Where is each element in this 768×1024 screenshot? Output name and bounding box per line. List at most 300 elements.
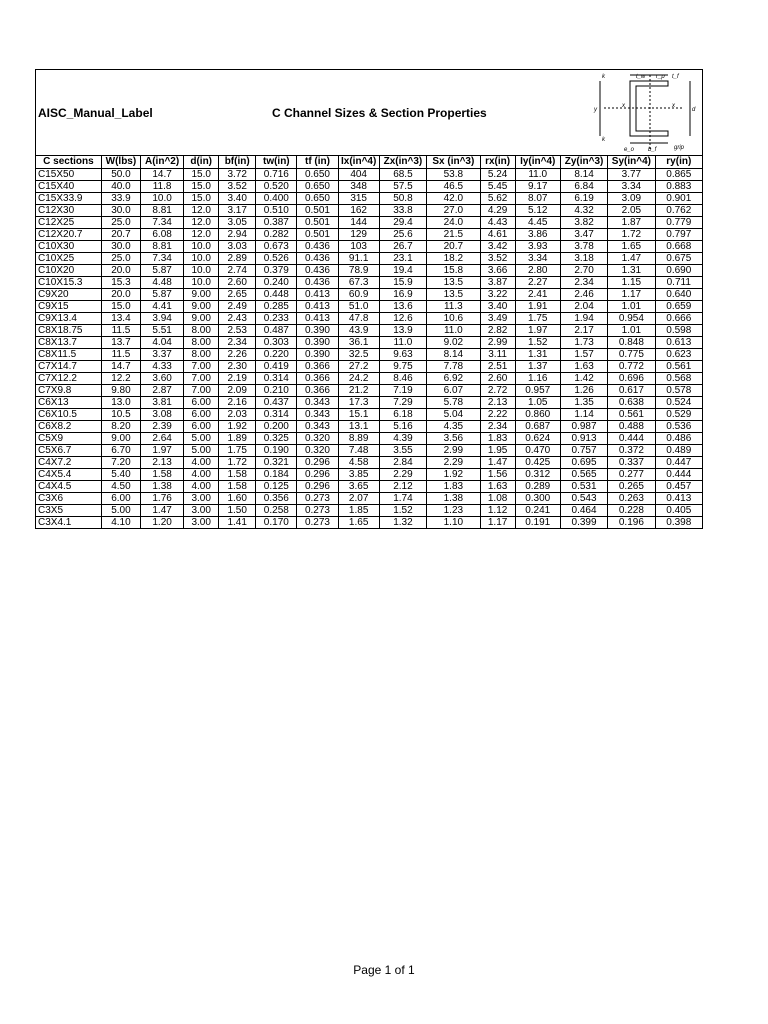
table-cell: 0.289: [515, 481, 560, 493]
table-cell: 0.470: [515, 445, 560, 457]
table-cell: 2.30: [219, 361, 256, 373]
table-cell: 5.16: [379, 421, 426, 433]
table-cell: 11.0: [515, 169, 560, 181]
table-cell: 3.66: [480, 265, 515, 277]
table-cell: 6.70: [101, 445, 140, 457]
table-cell: 4.00: [184, 481, 219, 493]
table-cell: 57.5: [379, 181, 426, 193]
section-name-cell: C8X13.7: [36, 337, 102, 349]
table-cell: 0.273: [297, 505, 338, 517]
column-header: Zy(in^3): [560, 156, 607, 169]
section-name-cell: C3X4.1: [36, 517, 102, 529]
table-cell: 7.29: [379, 397, 426, 409]
column-header: rx(in): [480, 156, 515, 169]
table-cell: 8.00: [184, 325, 219, 337]
table-cell: 0.240: [256, 277, 297, 289]
table-cell: 404: [338, 169, 379, 181]
table-cell: 1.50: [219, 505, 256, 517]
table-cell: 50.0: [101, 169, 140, 181]
table-cell: 0.296: [297, 481, 338, 493]
table-cell: 3.05: [219, 217, 256, 229]
table-cell: 8.14: [427, 349, 481, 361]
table-cell: 0.241: [515, 505, 560, 517]
table-cell: 1.05: [515, 397, 560, 409]
table-cell: 15.0: [184, 181, 219, 193]
table-cell: 4.58: [338, 457, 379, 469]
table-cell: 3.34: [608, 181, 655, 193]
table-cell: 50.8: [379, 193, 426, 205]
table-cell: 2.82: [480, 325, 515, 337]
section-name-cell: C10X15.3: [36, 277, 102, 289]
table-cell: 0.848: [608, 337, 655, 349]
table-cell: 0.343: [297, 409, 338, 421]
table-cell: 1.85: [338, 505, 379, 517]
table-cell: 4.04: [140, 337, 183, 349]
table-cell: 2.41: [515, 289, 560, 301]
table-cell: 15.0: [101, 301, 140, 313]
table-cell: 0.690: [655, 265, 702, 277]
table-cell: 1.38: [140, 481, 183, 493]
table-cell: 13.5: [427, 277, 481, 289]
table-cell: 11.5: [101, 325, 140, 337]
column-header: Iy(in^4): [515, 156, 560, 169]
section-name-cell: C9X13.4: [36, 313, 102, 325]
table-cell: 8.81: [140, 241, 183, 253]
section-name-cell: C15X33.9: [36, 193, 102, 205]
table-cell: 5.00: [184, 433, 219, 445]
table-cell: 0.444: [655, 469, 702, 481]
table-cell: 30.0: [101, 205, 140, 217]
table-cell: 0.447: [655, 457, 702, 469]
table-cell: 8.81: [140, 205, 183, 217]
table-cell: 3.87: [480, 277, 515, 289]
table-cell: 0.757: [560, 445, 607, 457]
table-cell: 4.35: [427, 421, 481, 433]
table-cell: 0.390: [297, 349, 338, 361]
table-cell: 5.87: [140, 265, 183, 277]
column-header: W(lbs): [101, 156, 140, 169]
table-cell: 0.314: [256, 409, 297, 421]
table-cell: 29.4: [379, 217, 426, 229]
table-cell: 2.13: [480, 397, 515, 409]
section-name-cell: C9X20: [36, 289, 102, 301]
table-cell: 1.56: [480, 469, 515, 481]
table-cell: 2.29: [379, 469, 426, 481]
table-cell: 0.510: [256, 205, 297, 217]
table-cell: 6.07: [427, 385, 481, 397]
table-cell: 8.46: [379, 373, 426, 385]
table-cell: 0.501: [297, 217, 338, 229]
table-cell: 3.40: [480, 301, 515, 313]
column-header: ry(in): [655, 156, 702, 169]
table-row: [36, 385, 703, 397]
table-cell: 0.337: [608, 457, 655, 469]
table-cell: 0.320: [297, 433, 338, 445]
table-cell: 0.666: [655, 313, 702, 325]
table-cell: 0.650: [297, 181, 338, 193]
table-cell: 0.321: [256, 457, 297, 469]
table-cell: 18.2: [427, 253, 481, 265]
table-cell: 1.92: [427, 469, 481, 481]
table-cell: 12.0: [184, 217, 219, 229]
table-row: [36, 505, 703, 517]
table-cell: 144: [338, 217, 379, 229]
table-cell: 1.83: [427, 481, 481, 493]
table-cell: 7.34: [140, 253, 183, 265]
table-cell: 0.561: [608, 409, 655, 421]
section-name-cell: C8X18.75: [36, 325, 102, 337]
table-cell: 129: [338, 229, 379, 241]
table-cell: 1.01: [608, 301, 655, 313]
table-cell: 0.343: [297, 421, 338, 433]
table-cell: 0.210: [256, 385, 297, 397]
table-cell: 0.883: [655, 181, 702, 193]
table-cell: 0.196: [608, 517, 655, 529]
table-cell: 0.598: [655, 325, 702, 337]
table-cell: 0.379: [256, 265, 297, 277]
table-cell: 0.568: [655, 373, 702, 385]
table-cell: 0.125: [256, 481, 297, 493]
table-cell: 0.762: [655, 205, 702, 217]
table-cell: 4.32: [560, 205, 607, 217]
table-cell: 3.40: [219, 193, 256, 205]
table-cell: 1.75: [515, 313, 560, 325]
section-name-cell: C10X20: [36, 265, 102, 277]
table-cell: 25.0: [101, 217, 140, 229]
section-name-cell: C3X5: [36, 505, 102, 517]
table-cell: 20.7: [427, 241, 481, 253]
table-cell: 4.43: [480, 217, 515, 229]
table-cell: 20.0: [101, 265, 140, 277]
table-cell: 3.65: [338, 481, 379, 493]
table-cell: 0.390: [297, 325, 338, 337]
table-cell: 0.220: [256, 349, 297, 361]
table-cell: 3.52: [219, 181, 256, 193]
table-cell: 0.444: [608, 433, 655, 445]
table-cell: 0.673: [256, 241, 297, 253]
table-cell: 2.09: [219, 385, 256, 397]
table-cell: 2.49: [219, 301, 256, 313]
table-cell: 10.0: [184, 277, 219, 289]
table-cell: 0.624: [515, 433, 560, 445]
table-cell: 1.97: [140, 445, 183, 457]
table-cell: 0.425: [515, 457, 560, 469]
table-cell: 0.170: [256, 517, 297, 529]
table-row: [36, 397, 703, 409]
diagram-label-d: d: [692, 107, 696, 113]
table-cell: 0.526: [256, 253, 297, 265]
table-cell: 1.73: [560, 337, 607, 349]
table-cell: 3.11: [480, 349, 515, 361]
table-cell: 3.86: [515, 229, 560, 241]
table-cell: 1.89: [219, 433, 256, 445]
table-cell: 15.8: [427, 265, 481, 277]
section-name-cell: C10X30: [36, 241, 102, 253]
table-cell: 0.954: [608, 313, 655, 325]
table-cell: 1.63: [480, 481, 515, 493]
table-cell: 9.00: [101, 433, 140, 445]
spreadsheet: [35, 69, 703, 529]
diagram-label-eo: e_o: [624, 147, 635, 153]
table-row: [36, 301, 703, 313]
table-cell: 0.543: [560, 493, 607, 505]
table-cell: 4.61: [480, 229, 515, 241]
diagram-label-tf: t_f: [672, 74, 679, 80]
table-row: [36, 205, 703, 217]
table-cell: 0.860: [515, 409, 560, 421]
table-cell: 24.0: [427, 217, 481, 229]
table-cell: 0.617: [608, 385, 655, 397]
section-name-cell: C5X6.7: [36, 445, 102, 457]
table-cell: 2.51: [480, 361, 515, 373]
table-cell: 5.04: [427, 409, 481, 421]
table-cell: 2.99: [480, 337, 515, 349]
table-cell: 348: [338, 181, 379, 193]
table-row: [36, 493, 703, 505]
table-row: [36, 445, 703, 457]
table-cell: 0.273: [297, 517, 338, 529]
table-cell: 9.80: [101, 385, 140, 397]
table-cell: 3.00: [184, 493, 219, 505]
table-cell: 3.22: [480, 289, 515, 301]
table-cell: 9.63: [379, 349, 426, 361]
section-name-cell: C7X12.2: [36, 373, 102, 385]
section-name-cell: C4X4.5: [36, 481, 102, 493]
table-cell: 3.09: [608, 193, 655, 205]
table-row: [36, 277, 703, 289]
section-name-cell: C9X15: [36, 301, 102, 313]
table-row: [36, 193, 703, 205]
table-cell: 2.84: [379, 457, 426, 469]
table-cell: 6.19: [560, 193, 607, 205]
table-cell: 3.55: [379, 445, 426, 457]
table-cell: 0.320: [297, 445, 338, 457]
table-cell: 2.43: [219, 313, 256, 325]
table-cell: 1.26: [560, 385, 607, 397]
table-cell: 78.9: [338, 265, 379, 277]
table-row: [36, 409, 703, 421]
table-cell: 1.63: [560, 361, 607, 373]
table-cell: 4.45: [515, 217, 560, 229]
section-name-cell: C12X20.7: [36, 229, 102, 241]
table-cell: 5.00: [184, 445, 219, 457]
table-cell: 24.2: [338, 373, 379, 385]
table-cell: 0.263: [608, 493, 655, 505]
table-cell: 0.200: [256, 421, 297, 433]
table-cell: 1.83: [480, 433, 515, 445]
table-cell: 7.34: [140, 217, 183, 229]
table-cell: 0.285: [256, 301, 297, 313]
section-name-cell: C6X8.2: [36, 421, 102, 433]
table-cell: 11.0: [379, 337, 426, 349]
table-cell: 3.49: [480, 313, 515, 325]
table-body: [36, 169, 703, 529]
table-row: [36, 253, 703, 265]
table-cell: 8.00: [184, 337, 219, 349]
table-cell: 0.273: [297, 493, 338, 505]
table-cell: 9.17: [515, 181, 560, 193]
table-cell: 3.18: [560, 253, 607, 265]
table-cell: 4.29: [480, 205, 515, 217]
table-cell: 5.62: [480, 193, 515, 205]
table-cell: 2.99: [427, 445, 481, 457]
table-cell: 13.1: [338, 421, 379, 433]
table-row: [36, 217, 703, 229]
column-header: tf (in): [297, 156, 338, 169]
table-cell: 0.436: [297, 241, 338, 253]
table-cell: 0.957: [515, 385, 560, 397]
table-cell: 2.29: [427, 457, 481, 469]
table-cell: 3.52: [480, 253, 515, 265]
table-cell: 0.390: [297, 337, 338, 349]
column-header: bf(in): [219, 156, 256, 169]
table-cell: 6.00: [184, 397, 219, 409]
table-cell: 7.48: [338, 445, 379, 457]
table-cell: 9.75: [379, 361, 426, 373]
table-cell: 1.58: [219, 481, 256, 493]
table-cell: 6.84: [560, 181, 607, 193]
table-cell: 1.52: [379, 505, 426, 517]
table-cell: 3.37: [140, 349, 183, 361]
table-cell: 2.64: [140, 433, 183, 445]
section-name-cell: C7X14.7: [36, 361, 102, 373]
table-cell: 6.92: [427, 373, 481, 385]
table-cell: 2.60: [219, 277, 256, 289]
page-title: C Channel Sizes & Section Properties: [272, 106, 487, 120]
table-cell: 1.41: [219, 517, 256, 529]
table-cell: 21.2: [338, 385, 379, 397]
table-cell: 0.501: [297, 205, 338, 217]
table-cell: 1.95: [480, 445, 515, 457]
table-cell: 8.00: [184, 349, 219, 361]
table-cell: 25.0: [101, 253, 140, 265]
table-cell: 2.22: [480, 409, 515, 421]
table-cell: 30.0: [101, 241, 140, 253]
table-cell: 0.258: [256, 505, 297, 517]
manual-label: AISC_Manual_Label: [38, 106, 153, 120]
diagram-label-k-bottom: k: [602, 137, 605, 143]
table-cell: 0.488: [608, 421, 655, 433]
table-cell: 0.531: [560, 481, 607, 493]
table-cell: 2.34: [560, 277, 607, 289]
table-cell: 1.17: [480, 517, 515, 529]
table-cell: 0.437: [256, 397, 297, 409]
table-cell: 1.47: [480, 457, 515, 469]
table-cell: 11.3: [427, 301, 481, 313]
table-cell: 0.413: [297, 301, 338, 313]
section-name-cell: C7X9.8: [36, 385, 102, 397]
table-cell: 4.48: [140, 277, 183, 289]
table-cell: 0.675: [655, 253, 702, 265]
table-cell: 0.398: [655, 517, 702, 529]
channel-section-diagram: [564, 71, 700, 155]
table-cell: 1.32: [379, 517, 426, 529]
table-cell: 15.0: [184, 169, 219, 181]
table-cell: 0.413: [297, 289, 338, 301]
table-cell: 0.716: [256, 169, 297, 181]
table-cell: 0.282: [256, 229, 297, 241]
table-cell: 0.711: [655, 277, 702, 289]
table-cell: 67.3: [338, 277, 379, 289]
table-cell: 3.34: [515, 253, 560, 265]
sheet-header: [35, 69, 703, 155]
table-cell: 0.865: [655, 169, 702, 181]
table-cell: 6.00: [101, 493, 140, 505]
table-cell: 1.65: [338, 517, 379, 529]
table-cell: 7.00: [184, 385, 219, 397]
table-cell: 23.1: [379, 253, 426, 265]
table-cell: 2.13: [140, 457, 183, 469]
table-cell: 5.45: [480, 181, 515, 193]
table-cell: 0.659: [655, 301, 702, 313]
table-cell: 0.413: [297, 313, 338, 325]
table-cell: 8.20: [101, 421, 140, 433]
section-name-cell: C6X10.5: [36, 409, 102, 421]
table-cell: 60.9: [338, 289, 379, 301]
table-cell: 13.5: [427, 289, 481, 301]
column-header: Sx (in^3): [427, 156, 481, 169]
table-cell: 1.76: [140, 493, 183, 505]
table-cell: 4.50: [101, 481, 140, 493]
table-cell: 1.01: [608, 325, 655, 337]
table-cell: 1.57: [560, 349, 607, 361]
table-cell: 0.640: [655, 289, 702, 301]
table-cell: 1.14: [560, 409, 607, 421]
table-cell: 3.60: [140, 373, 183, 385]
table-cell: 2.34: [219, 337, 256, 349]
table-cell: 68.5: [379, 169, 426, 181]
table-cell: 0.303: [256, 337, 297, 349]
column-header: d(in): [184, 156, 219, 169]
table-cell: 7.19: [379, 385, 426, 397]
table-cell: 10.0: [184, 265, 219, 277]
table-cell: 0.520: [256, 181, 297, 193]
table-cell: 19.4: [379, 265, 426, 277]
table-cell: 13.6: [379, 301, 426, 313]
column-header: tw(in): [256, 156, 297, 169]
table-cell: 7.00: [184, 373, 219, 385]
table-cell: 0.325: [256, 433, 297, 445]
table-cell: 13.0: [101, 397, 140, 409]
table-cell: 9.00: [184, 289, 219, 301]
table-cell: 11.5: [101, 349, 140, 361]
table-cell: 0.300: [515, 493, 560, 505]
table-cell: 3.81: [140, 397, 183, 409]
table-cell: 6.08: [140, 229, 183, 241]
table-cell: 2.89: [219, 253, 256, 265]
table-cell: 2.80: [515, 265, 560, 277]
column-header: Zx(in^3): [379, 156, 426, 169]
table-cell: 15.9: [379, 277, 426, 289]
table-cell: 103: [338, 241, 379, 253]
table-cell: 7.20: [101, 457, 140, 469]
table-cell: 1.31: [608, 265, 655, 277]
table-cell: 0.436: [297, 253, 338, 265]
table-cell: 47.8: [338, 313, 379, 325]
table-cell: 2.34: [480, 421, 515, 433]
table-row: [36, 433, 703, 445]
table-cell: 32.5: [338, 349, 379, 361]
table-cell: 1.42: [560, 373, 607, 385]
section-name-cell: C15X50: [36, 169, 102, 181]
table-cell: 14.7: [140, 169, 183, 181]
table-cell: 40.0: [101, 181, 140, 193]
table-cell: 1.20: [140, 517, 183, 529]
page-number: Page 1 of 1: [353, 963, 415, 977]
table-row: [36, 481, 703, 493]
table-cell: 1.47: [140, 505, 183, 517]
column-header: Ix(in^4): [338, 156, 379, 169]
